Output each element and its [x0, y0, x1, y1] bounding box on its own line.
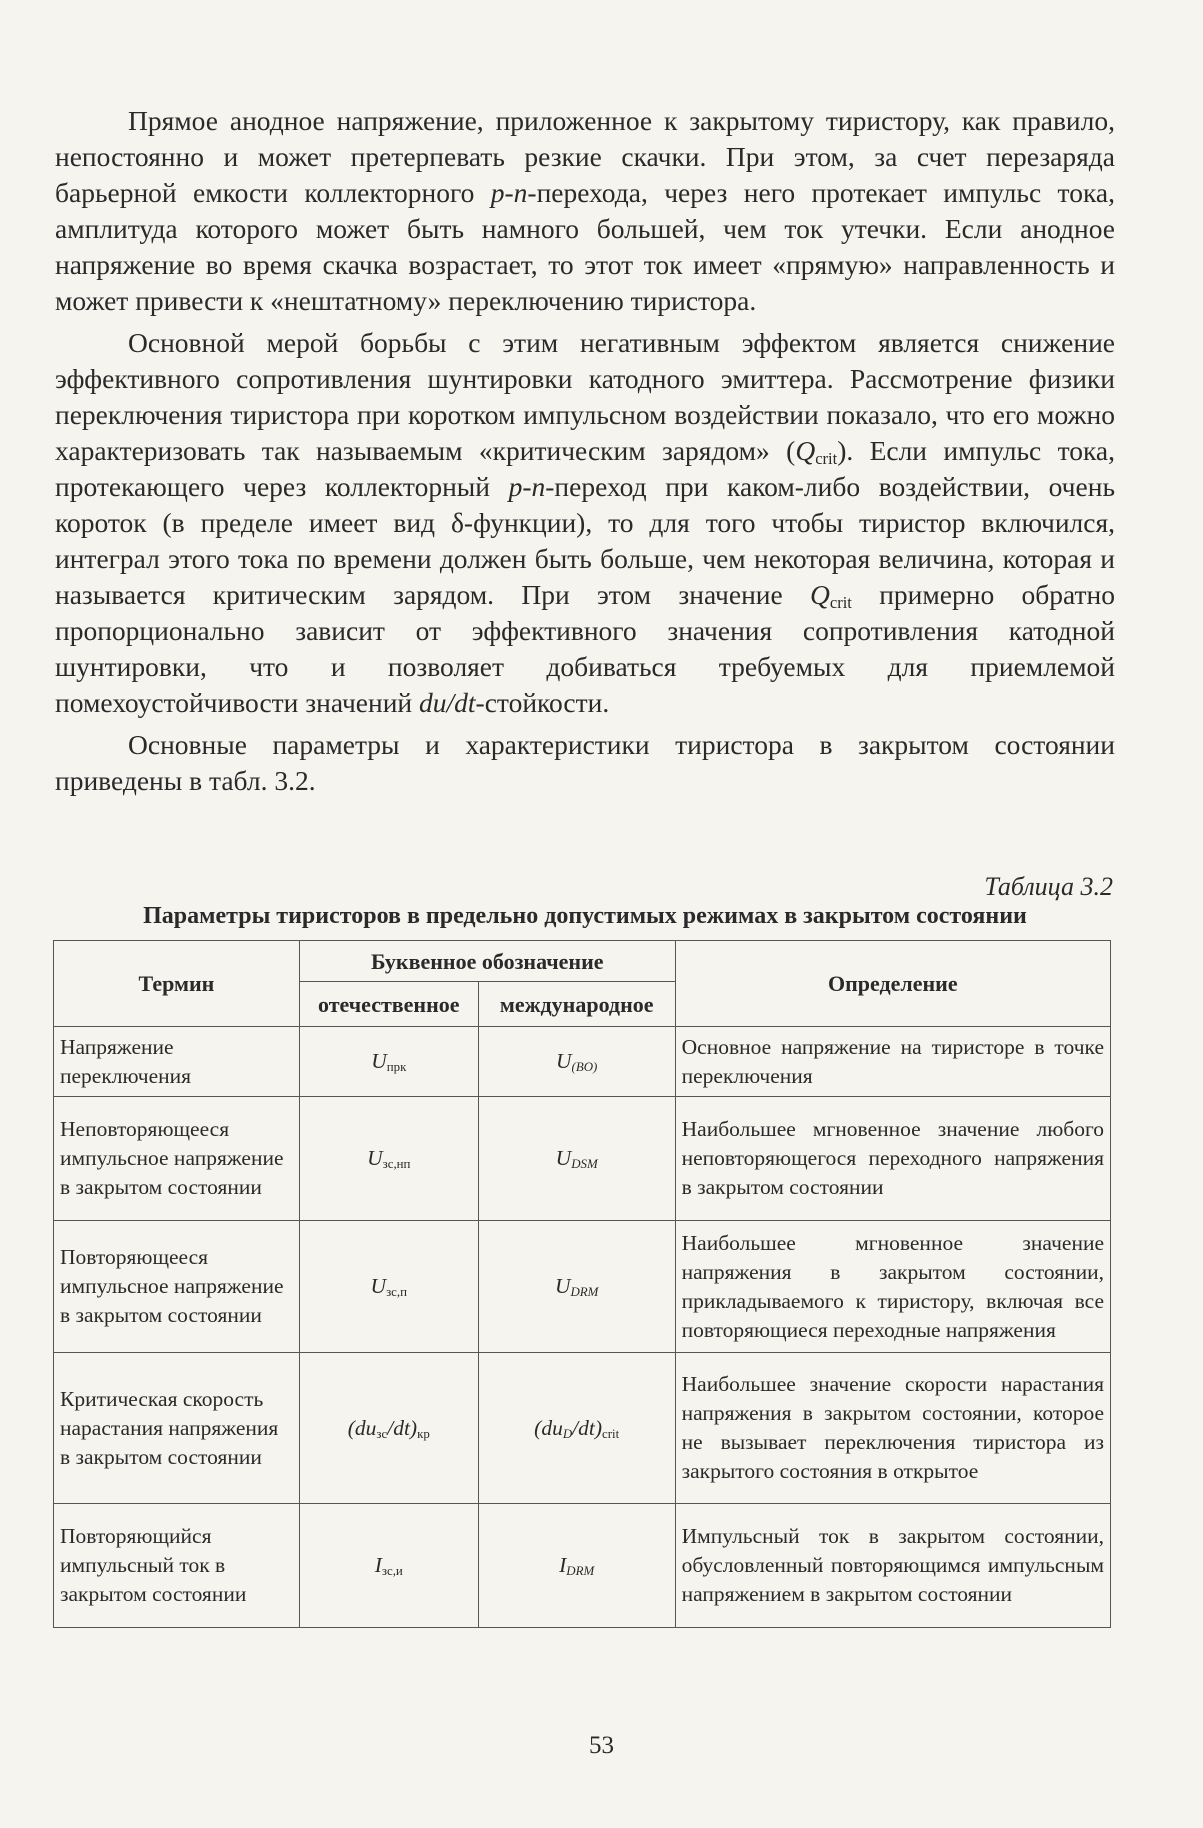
table-row [54, 1353, 1111, 1504]
paragraph-3: Основные параметры и характеристики тиристора в закрытом состоянии приведены в табл. 3.2. [55, 729, 1115, 796]
header-definition: Определение [675, 941, 1110, 1027]
q-subscript: crit [829, 593, 852, 613]
row-definition: Наибольшее мгновенное значение напряжения в закрытом состоянии, прикладываемого к тиристору, включая все повторяющиеся переходные напряжения [675, 1221, 1110, 1353]
table-row [54, 1027, 1111, 1097]
table-caption-number: Таблица 3.2 [984, 872, 1113, 901]
row-definition: Импульсный ток в закрытом состоянии, обусловленный повторяющимся импульсным напряжением в закрытом состоянии [675, 1504, 1110, 1628]
table-row [54, 1221, 1111, 1353]
q-subscript: crit [815, 449, 838, 469]
table-row [54, 1097, 1111, 1221]
row-international-symbol: $I_{DRM}$ [478, 1504, 675, 1628]
row-domestic-symbol: $U_{прк}$ [299, 1027, 478, 1097]
table-title: Параметры тиристоров в предельно допустимых режимах в закрытом состоянии [143, 903, 1027, 929]
paragraph-2-text-d: примерно обратно пропорционально зависит от эффективного значения сопротивления катодной шунтировки, что и позволяет добиваться требуемых для приемлемой помехоустойчивости значений [55, 579, 1115, 718]
header-domestic: отечественное [299, 982, 478, 1027]
row-term: Повторяющееся импульсное напряжение в закрытом состоянии [54, 1221, 300, 1353]
paragraph-2-text-c: -переход при каком-либо воздействии, очень короток (в пределе имеет вид δ-функции), то для того чтобы тиристор включился, интеграл этого тока по времени должен быть больше, чем некоторая величина, которая и называется критическим зарядом. При этом значение [55, 471, 1115, 610]
row-definition: Наибольшее мгновенное значение любого неповторяющегося переходного напряжения в закрытом состоянии [675, 1097, 1110, 1221]
header-term: Термин [54, 941, 300, 1027]
row-domestic-symbol: $I_{зс,и}$ [299, 1504, 478, 1628]
paragraph-2-text-e: -стойкости. [475, 687, 610, 718]
row-term: Неповторяющееся импульсное напряжение в закрытом состоянии [54, 1097, 300, 1221]
table-row [54, 1504, 1111, 1628]
row-international-symbol: $U_{(BO)}$ [478, 1027, 675, 1097]
pn-term: p-n [508, 471, 546, 502]
q-symbol: Q [795, 435, 816, 466]
row-term: Напряжение переключения [54, 1027, 300, 1097]
row-international-symbol: $U_{DRM}$ [478, 1221, 675, 1353]
row-term: Критическая скорость нарастания напряжения в закрытом состоянии [54, 1353, 300, 1504]
row-international-symbol: $(du_D/dt)_{crit}$ [478, 1353, 675, 1504]
paragraph-2 [55, 325, 1115, 721]
paragraph-2-text-b: ). Если импульс тока, протекающего через коллекторный [55, 435, 1116, 502]
body-text [55, 103, 1115, 799]
row-domestic-symbol: $U_{зс,нп}$ [299, 1097, 478, 1221]
dudt-symbol: du/dt [419, 687, 476, 718]
paragraph-1-text-a: Прямое анодное напряжение, приложенное к закрытому тиристору, как правило, непостоянно и может претерпевать резкие скачки. При этом, за счет перезаряда барьерной емкости коллекторного [55, 105, 1115, 208]
row-domestic-symbol: $U_{зс,п}$ [299, 1221, 478, 1353]
row-term: Повторяющийся импульсный ток в закрытом состоянии [54, 1504, 300, 1628]
paragraph-1-text-b: -перехода, через него протекает импульс тока, амплитуда которого может быть намного большей, чем ток утечки. Если анодное напряжение во время скачка возрастает, то этот ток имеет «прямую» направленность и может привести к «нештатному» переключению тиристора. [55, 177, 1115, 316]
header-symbol-group: Буквенное обозначение [299, 941, 675, 982]
row-domestic-symbol: $(du_{зс}/dt)_{кр}$ [299, 1353, 478, 1504]
paragraph-1 [55, 103, 1115, 319]
page-number: 53 [589, 1732, 614, 1759]
row-international-symbol: $U_{DSM}$ [478, 1097, 675, 1221]
row-definition: Основное напряжение на тиристоре в точке переключения [675, 1027, 1110, 1097]
row-definition: Наибольшее значение скорости нарастания напряжения в закрытом состоянии, которое не вызывает переключения тиристора из закрытого состояния в открытое [675, 1353, 1110, 1504]
q-symbol: Q [810, 579, 830, 610]
paragraph-2-text-a: Основной мерой борьбы с этим негативным эффектом является снижение эффективного сопротивления шунтировки катодного эмиттера. Рассмотрение физики переключения тиристора при коротком импульсном воздействии показало, что его можно характеризовать так называемым «критическим зарядом» ( [55, 327, 1115, 466]
parameters-table [53, 940, 1111, 1628]
header-international: международное [478, 982, 675, 1027]
pn-term: p-n [490, 177, 528, 208]
